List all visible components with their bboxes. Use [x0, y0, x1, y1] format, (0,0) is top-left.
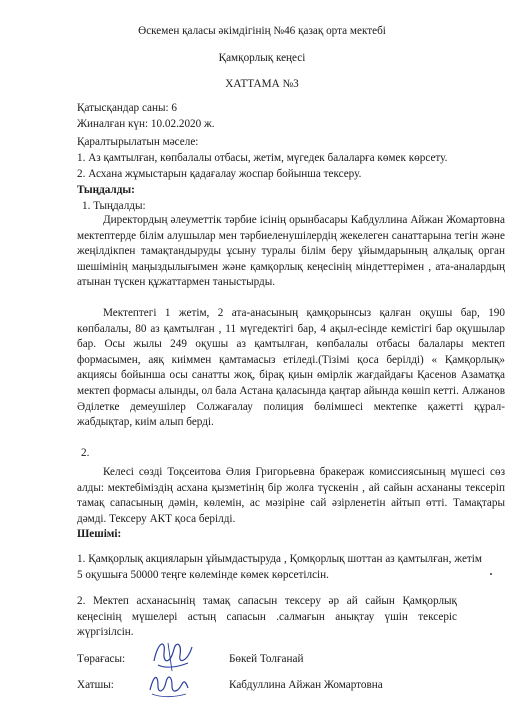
chair-name: Бөкей Толғанай	[229, 653, 304, 665]
decision-title: Шешімі:	[77, 528, 122, 540]
agenda-item-2: 2. Асхана жұмыстарын қадағалау жоспар бойынша тексеру.	[77, 168, 362, 180]
heard-paragraph-3: Келесі сөзді Тоқсеитова Әлия Григорьевна бракераж комиссиясының мүшесі сөз алды: мектебіміздің асхана қызметінің бір жолға түскенін , ай сайын асхананы тексеріп тамақ сапасының дәмін, көлемін, ас мәзіріне сай әзірленетін айтып өтті. Тамақтары дәмді. Тексеру АКТ қоса берілді.	[77, 466, 505, 525]
stray-mark	[490, 573, 492, 575]
secretary-name: Кабдуллина Айжан Жомартовна	[229, 679, 383, 691]
heard-item-2-number: 2.	[81, 447, 90, 459]
heard-item-1-title: 1. Тыңдалды:	[82, 200, 146, 212]
school-name: Өскемен қаласы әкімдігінің №46 қазақ орта мектебі	[138, 25, 386, 37]
secretary-label: Хатшы:	[77, 679, 114, 691]
agenda-item-1: 1. Аз қамтылған, көпбалалы отбасы, жетім, мүгедек балаларға көмек көрсету.	[77, 152, 448, 164]
meeting-date: Жиналған күн: 10.02.2020 ж.	[77, 118, 215, 130]
heard-title: Тыңдалды:	[77, 184, 135, 196]
council-name: Қамқорлық кеңесі	[218, 52, 306, 64]
heard-paragraph-1: Директордың әлеуметтік тәрбие ісінің орынбасары Кабдуллина Айжан Жомартовна мектептерде білім алушылар мен тәрбиеленушілердің жекелеген санаттарына тегін және жеңілдікпен тамақтандыруды ұсыну туралы білім беру ұйымдарының алқалық орган шешімінің маңыздылығымен және қамқорлық кеңесінің міндеттерімен , ата-аналардың атынан түскен құжаттармен таныстырды.	[77, 214, 505, 289]
decision-item-2: 2. Мектеп асханасынің тамақ сапасын тексеру әр ай сайын Қамқорлық кеңесінің мүшелері астың сапасын .салмағын анықтау үшін тексеріс жүргізілсін.	[77, 595, 457, 639]
participants-count: Қатысқандар саны: 6	[77, 102, 178, 114]
heard-paragraph-2: Мектептегі 1 жетім, 2 ата-анасының қамқорынсыз қалған оқушы бар, 190 көпбалалы, 80 аз қамтылған , 11 мүгедектігі бар, 4 ақыл-есінде кемістігі бар оқушылар бар. Осы жылы 249 оқушы аз қамтылған, көпбалалы отбасы балалары мектеп формасымен, аяқ киіммен қамтамасыз етіледі.(Тізімі қоса берілді) « Қамқорлық» акциясы бойынша осы санатты жоқ, бірақ қиын өмірлік жағдайдағы Қасенов Азаматқа мектеп формасы алынды, ол бала Астана қаласында қаңтар айында көшіп кетті. Алжанов Әділетке демеушілер Солжағалау полиция бөлімшесі мектепке қажетті құрал-жабдықтар, киім алып берді.	[77, 307, 505, 429]
decision-item-1: 1. Қамқорлық акцияларын ұйымдастыруда , Қомқорлық шоттан аз қамтылған, жетім 5 оқушыға 50000 теңге көлемінде көмек көрсетілсін.	[77, 553, 482, 581]
chair-label: Төрағасы:	[77, 653, 126, 665]
secretary-signature	[146, 670, 192, 700]
agenda-title: Қаралтырылатын мәселе:	[77, 136, 199, 148]
protocol-title: ХАТТАМА №3	[225, 78, 299, 90]
chair-signature	[148, 635, 198, 675]
